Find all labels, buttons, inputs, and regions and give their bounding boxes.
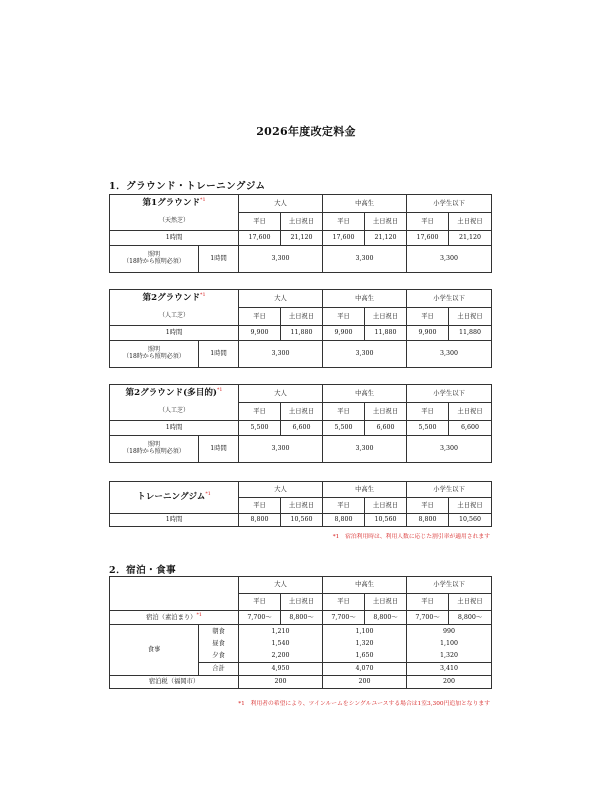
header-adult: 大人 (239, 385, 323, 403)
footnote-twin-room: *1 利用者の希望により、ツインルームをシングルユースする場合は1室3,300円追加となります (238, 701, 490, 707)
weekend-header: 土日祝日 (449, 308, 492, 326)
meal-price: 1,320 (323, 638, 407, 650)
header-adult: 大人 (239, 482, 323, 498)
weekday-header: 平日 (239, 308, 281, 326)
ground-name: 第1グラウンド$^{*1}$ (110, 195, 239, 213)
weekday-header: 平日 (239, 403, 281, 421)
price-cell: 10,560 (365, 514, 407, 527)
lighting-label: 照明 （18時から照明必須） (110, 436, 199, 463)
weekend-header: 土日祝日 (365, 403, 407, 421)
stay-price: 7,700～ (407, 611, 449, 625)
ground-surface: （天然芝） (110, 213, 239, 231)
stay-price: 7,700～ (323, 611, 365, 625)
stay-price: 7,700～ (239, 611, 281, 625)
weekday-header: 平日 (407, 498, 449, 514)
price-cell: 8,800 (323, 514, 365, 527)
price-cell: 5,500 (239, 421, 281, 436)
meal-price: 2,200 (239, 650, 323, 663)
price-cell: 17,600 (407, 231, 449, 246)
lighting-price: 3,300 (323, 436, 407, 463)
price-cell: 9,900 (323, 326, 365, 341)
ground-surface: （人工芝） (110, 308, 239, 326)
weekend-header: 土日祝日 (449, 594, 492, 611)
meal-total-price: 4,070 (323, 663, 407, 676)
meal-price: 1,540 (239, 638, 323, 650)
footnote-discount: *1 宿泊利用時は、利用人数に応じた割引率が適用されます (332, 534, 490, 540)
weekend-header: 土日祝日 (281, 308, 323, 326)
price-cell: 5,500 (323, 421, 365, 436)
weekday-header: 平日 (323, 498, 365, 514)
weekday-header: 平日 (239, 213, 281, 231)
weekday-header: 平日 (323, 308, 365, 326)
ground-3-table (109, 384, 492, 463)
meal-total-price: 4,950 (239, 663, 323, 676)
header-adult: 大人 (239, 290, 323, 308)
header-teen: 中高生 (323, 195, 407, 213)
header-adult: 大人 (239, 577, 323, 594)
weekend-header: 土日祝日 (281, 498, 323, 514)
weekend-header: 土日祝日 (365, 308, 407, 326)
lighting-price: 3,300 (239, 436, 323, 463)
ground-surface: （人工芝） (110, 403, 239, 421)
hourly-label: 1時間 (110, 514, 239, 527)
meal-price: 1,210 (239, 625, 323, 638)
header-child: 小学生以下 (407, 385, 492, 403)
header-child: 小学生以下 (407, 482, 492, 498)
hourly-label: 1時間 (110, 326, 239, 341)
meal-price: 1,100 (407, 638, 492, 650)
header-child: 小学生以下 (407, 290, 492, 308)
weekend-header: 土日祝日 (365, 213, 407, 231)
ground-name: 第2グラウンド(多目的)$^{*1}$ (110, 385, 239, 403)
meal-total-label: 合計 (199, 663, 239, 676)
header-child: 小学生以下 (407, 577, 492, 594)
price-cell: 11,880 (365, 326, 407, 341)
weekday-header: 平日 (407, 308, 449, 326)
section-heading-lodging: 2．宿泊・食事 (109, 565, 177, 576)
lighting-label: 照明 （18時から照明必須） (110, 341, 199, 368)
ground-2-table (109, 289, 492, 368)
header-teen: 中高生 (323, 577, 407, 594)
price-cell: 6,600 (365, 421, 407, 436)
meal-label: 食事 (110, 625, 199, 676)
price-cell: 21,120 (365, 231, 407, 246)
meal-name: 昼食 (199, 638, 239, 650)
lighting-price: 3,300 (239, 341, 323, 368)
lighting-price: 3,300 (407, 341, 492, 368)
header-teen: 中高生 (323, 385, 407, 403)
price-cell: 11,880 (449, 326, 492, 341)
price-cell: 9,900 (239, 326, 281, 341)
weekday-header: 平日 (407, 594, 449, 611)
tax-price: 200 (407, 676, 492, 689)
header-teen: 中高生 (323, 290, 407, 308)
lighting-hour-label: 1時間 (199, 436, 239, 463)
meal-name: 夕食 (199, 650, 239, 663)
hourly-label: 1時間 (110, 231, 239, 246)
tax-price: 200 (239, 676, 323, 689)
tax-price: 200 (323, 676, 407, 689)
weekday-header: 平日 (407, 403, 449, 421)
weekend-header: 土日祝日 (281, 403, 323, 421)
price-cell: 21,120 (281, 231, 323, 246)
training-gym-table (109, 481, 492, 527)
section-heading-grounds: 1．グラウンド・トレーニングジム (109, 181, 266, 192)
meal-name: 朝食 (199, 625, 239, 638)
weekday-header: 平日 (407, 213, 449, 231)
price-cell: 5,500 (407, 421, 449, 436)
hourly-label: 1時間 (110, 421, 239, 436)
weekday-header: 平日 (323, 403, 365, 421)
meal-price: 1,320 (407, 650, 492, 663)
weekend-header: 土日祝日 (449, 213, 492, 231)
price-cell: 10,560 (449, 514, 492, 527)
weekday-header: 平日 (239, 594, 281, 611)
price-cell: 6,600 (281, 421, 323, 436)
price-cell: 21,120 (449, 231, 492, 246)
lighting-hour-label: 1時間 (199, 246, 239, 273)
weekend-header: 土日祝日 (449, 498, 492, 514)
weekend-header: 土日祝日 (365, 498, 407, 514)
ground-1-table (109, 194, 492, 273)
weekday-header: 平日 (239, 498, 281, 514)
lighting-price: 3,300 (323, 341, 407, 368)
stay-price: 8,800～ (281, 611, 323, 625)
price-cell: 11,880 (281, 326, 323, 341)
weekend-header: 土日祝日 (449, 403, 492, 421)
lighting-hour-label: 1時間 (199, 341, 239, 368)
price-cell: 17,600 (323, 231, 365, 246)
lighting-price: 3,300 (407, 436, 492, 463)
lighting-price: 3,300 (323, 246, 407, 273)
document-title: 2026年度改定料金 (256, 125, 356, 138)
price-cell: 8,800 (239, 514, 281, 527)
weekend-header: 土日祝日 (281, 213, 323, 231)
weekday-header: 平日 (323, 213, 365, 231)
weekend-header: 土日祝日 (281, 594, 323, 611)
header-teen: 中高生 (323, 482, 407, 498)
stay-price: 8,800～ (449, 611, 492, 625)
header-adult: 大人 (239, 195, 323, 213)
ground-name: 第2グラウンド$^{*1}$ (110, 290, 239, 308)
stay-label: 宿泊（素泊まり）$^{*1}$ (110, 611, 239, 625)
stay-price: 8,800～ (365, 611, 407, 625)
meal-price: 1,650 (323, 650, 407, 663)
lighting-price: 3,300 (407, 246, 492, 273)
lighting-label: 照明 （18時から照明必須） (110, 246, 199, 273)
weekend-header: 土日祝日 (365, 594, 407, 611)
header-child: 小学生以下 (407, 195, 492, 213)
lodging-corner (110, 577, 239, 611)
weekday-header: 平日 (323, 594, 365, 611)
meal-total-price: 3,410 (407, 663, 492, 676)
lodging-table (109, 576, 492, 689)
price-cell: 9,900 (407, 326, 449, 341)
gym-name: トレーニングジム$^{*1}$ (110, 482, 239, 514)
price-cell: 8,800 (407, 514, 449, 527)
price-cell: 6,600 (449, 421, 492, 436)
price-cell: 17,600 (239, 231, 281, 246)
price-cell: 10,560 (281, 514, 323, 527)
tax-label: 宿泊税（福岡市） (110, 676, 239, 689)
meal-price: 990 (407, 625, 492, 638)
lighting-price: 3,300 (239, 246, 323, 273)
meal-price: 1,100 (323, 625, 407, 638)
